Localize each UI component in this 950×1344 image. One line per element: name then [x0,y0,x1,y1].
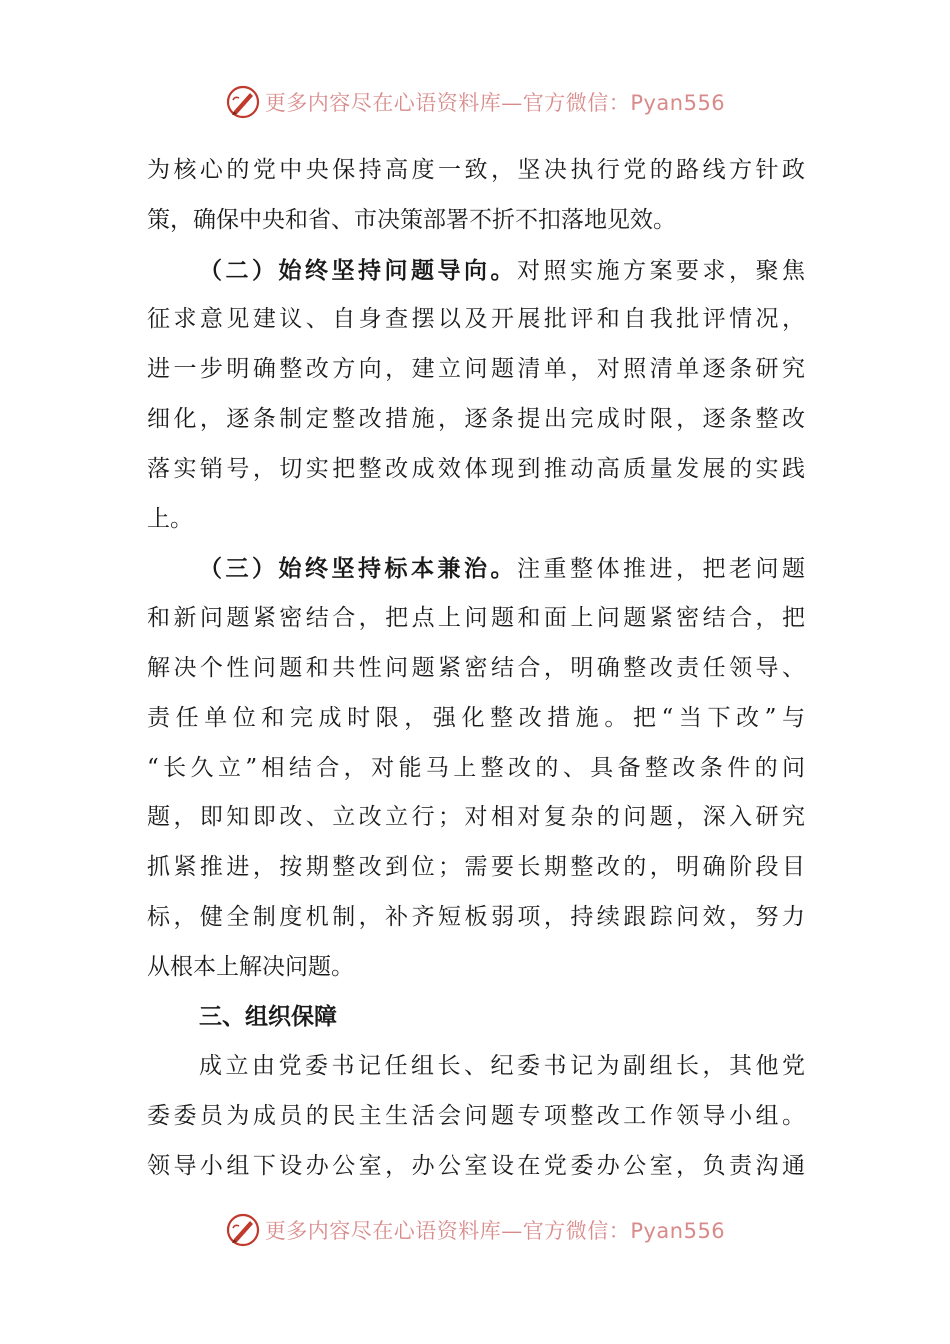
text-line: 策，确保中央和省、市决策部署不折不扣落地见效。 [147,206,676,233]
text-line: 进一步明确整改方向，建立问题清单，对照清单逐条研究 [147,356,805,383]
text-line: 解决个性问题和共性问题紧密结合，明确整改责任领导、 [147,654,805,681]
text-line: 标，健全制度机制，补齐短板弱项，持续跟踪问效，努力 [147,903,805,930]
text-line: 题，即知即改、立改立行；对相对复杂的问题，深入研究 [147,804,805,831]
footer-banner [0,1208,950,1252]
paragraph-title-line [147,246,805,296]
text-line: 责任单位和完成时限，强化整改措施。把“当下改”与 [147,704,805,731]
text-line: 从根本上解决问题。 [147,953,354,980]
header-wechat-id: Pyan556 [630,91,726,115]
text-line: 领导小组下设办公室，办公室设在党委办公室，负责沟通 [147,1152,805,1179]
document-body [147,146,805,1192]
text-line: 细化，逐条制定整改措施，逐条提出完成时限，逐条整改 [147,405,805,432]
footer-banner-text: 更多内容尽在心语资料库—官方微信：Pyan556 [264,1219,726,1243]
paragraph-title: （二）始终坚持问题导向。 [199,256,517,284]
text-line: 落实销号，切实把整改成效体现到推动高质量发展的实践 [147,455,805,482]
pen-logo-icon [225,1212,261,1248]
text-line: 上。 [147,505,193,532]
text-line: 委委员为成员的民主生活会问题专项整改工作领导小组。 [147,1103,805,1130]
text-line: “长久立”相结合，对能马上整改的、具备整改条件的问 [147,754,805,781]
text-line: 抓紧推进，按期整改到位；需要长期整改的，明确阶段目 [147,854,805,881]
paragraph-title: （三）始终坚持标本兼治。 [199,555,517,583]
text-line: 和新问题紧密结合，把点上问题和面上问题紧密结合，把 [147,605,805,632]
text-line: 成立由党委书记任组长、纪委书记为副组长，其他党 [199,1053,805,1080]
footer-wechat-id: Pyan556 [630,1219,726,1243]
text-line: 为核心的党中央保持高度一致，坚决执行党的路线方针政 [147,157,805,183]
text-line: 征求意见建议、自身查摆以及开展批评和自我批评情况， [147,306,805,333]
header-banner-text: 更多内容尽在心语资料库—官方微信：Pyan556 [264,91,726,115]
text-span: 对照实施方案要求，聚焦 [517,257,805,284]
text-span: 注重整体推进，把老问题 [517,556,805,583]
header-banner [0,80,950,124]
pen-logo-icon [225,84,261,120]
paragraph-title-line [147,544,805,594]
section-heading: 三、组织保障 [199,1003,337,1030]
